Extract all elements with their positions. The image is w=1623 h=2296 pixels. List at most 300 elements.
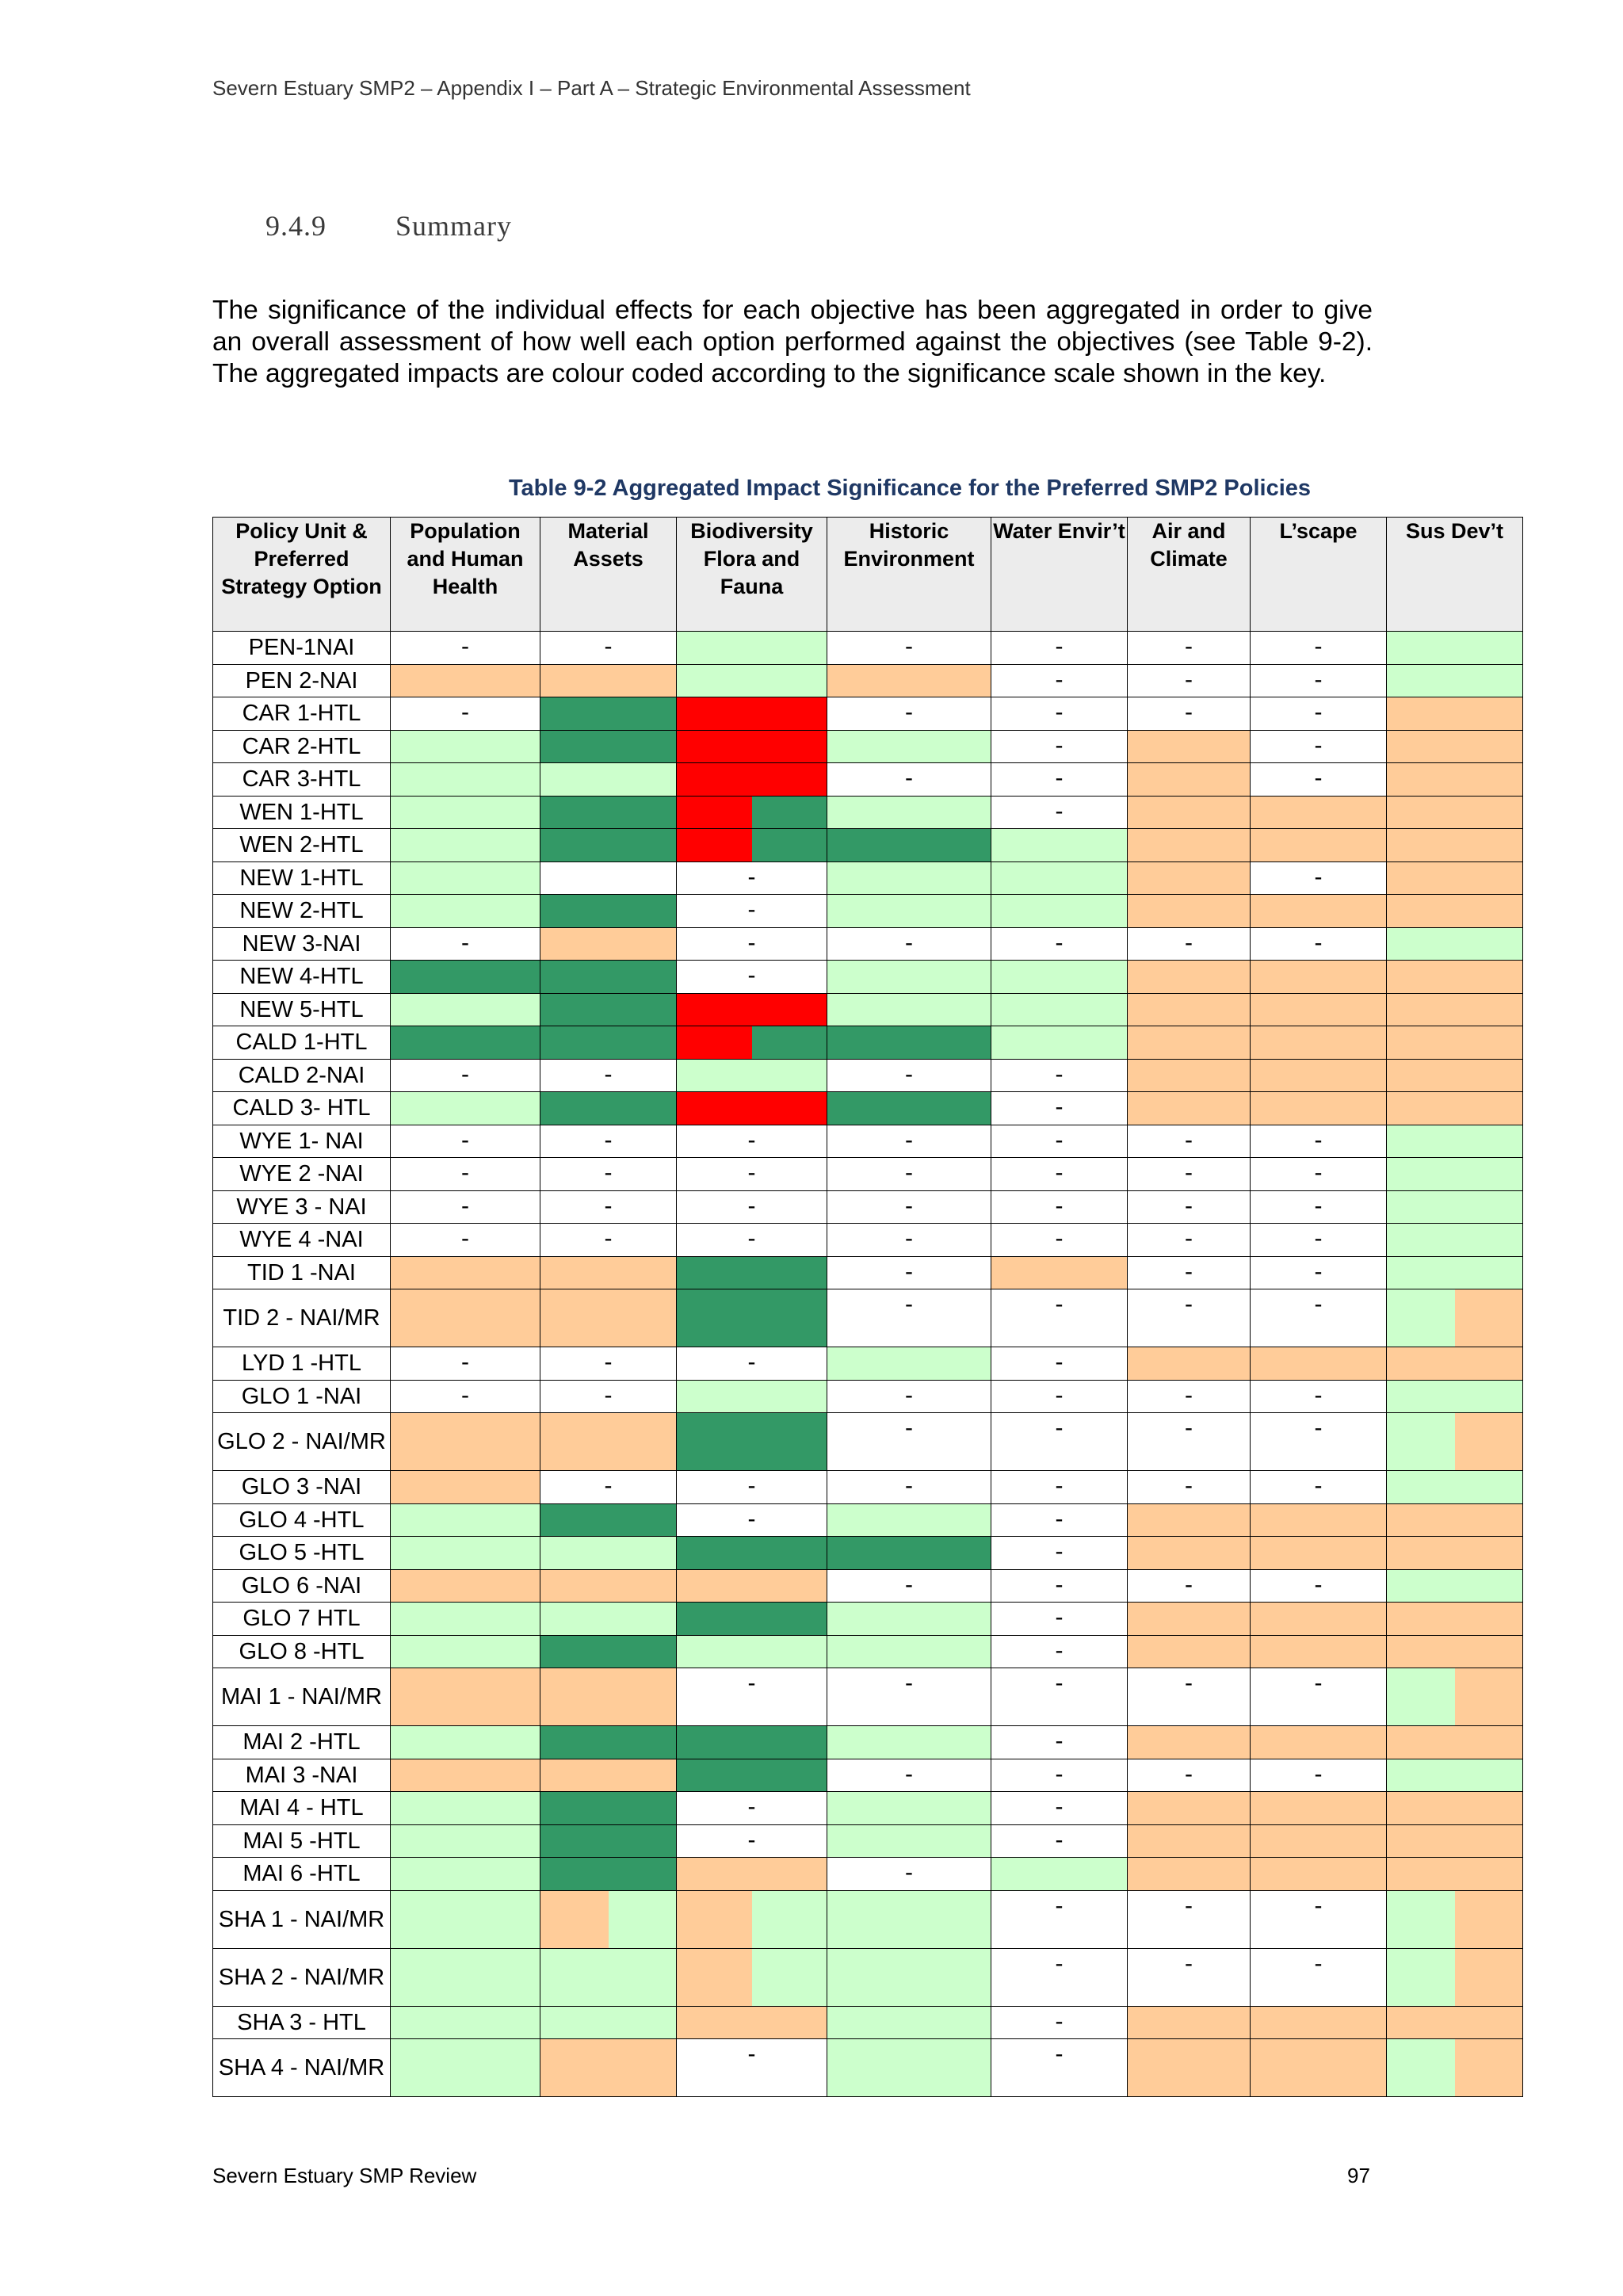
- impact-cell: [391, 1026, 540, 1060]
- impact-color-segment: [991, 994, 1127, 1026]
- no-impact-dash: -: [905, 1159, 913, 1186]
- impact-cell: [540, 1224, 677, 1257]
- impact-cell: [540, 1347, 677, 1381]
- impact-cell: [391, 993, 540, 1026]
- no-impact-dash: -: [1314, 666, 1323, 693]
- impact-color-segment: [677, 1759, 827, 1792]
- table-row: [213, 1125, 1523, 1158]
- impact-color-segment: [677, 1949, 753, 2006]
- impact-color-segment: [991, 895, 1127, 927]
- impact-cell: [1251, 796, 1387, 829]
- no-impact-dash: -: [905, 1415, 913, 1441]
- impact-color-segment: [1387, 763, 1522, 796]
- no-impact-dash: -: [461, 1060, 469, 1087]
- impact-color-segment: [1251, 1726, 1386, 1759]
- impact-cell: [827, 664, 991, 697]
- table-row: [213, 1824, 1523, 1858]
- impact-cell: [391, 632, 540, 665]
- impact-color-segment: [1387, 1858, 1522, 1890]
- no-impact-dash: -: [1055, 797, 1064, 824]
- no-impact-dash: -: [1314, 1225, 1323, 1251]
- table-row: [213, 1759, 1523, 1792]
- impact-color-segment: [1128, 829, 1250, 861]
- impact-color-segment: [1387, 1891, 1456, 1948]
- impact-color-segment: [1387, 1759, 1522, 1792]
- impact-cell: [391, 1537, 540, 1570]
- impact-cell: [540, 895, 677, 928]
- intro-paragraph: The significance of the individual effects for each objective has been aggregated in order to give an overall assessment of how well each option performed against the objectives (see Table 9-2). The aggregated impacts are colour coded according to the significance scale shown in the key.: [212, 296, 1373, 388]
- impact-cell: [1128, 1668, 1251, 1726]
- impact-cell: [540, 1380, 677, 1413]
- impact-cell: [1387, 730, 1523, 763]
- impact-color-segment: [391, 1792, 540, 1824]
- impact-cell: [1251, 993, 1387, 1026]
- impact-cell: [1387, 2006, 1523, 2039]
- no-impact-dash: -: [461, 929, 469, 956]
- impact-cell: [677, 1471, 827, 1504]
- impact-color-segment: [752, 1026, 827, 1059]
- impact-cell: [540, 1759, 677, 1792]
- table-row: [213, 829, 1523, 862]
- impact-cell: [1251, 961, 1387, 994]
- impact-color-segment: [827, 1949, 991, 2006]
- no-impact-dash: -: [905, 1060, 913, 1087]
- impact-cell: [827, 1190, 991, 1224]
- impact-cell: [1128, 2039, 1251, 2097]
- impact-cell: [1251, 895, 1387, 928]
- column-header: Air and Climate: [1128, 518, 1251, 632]
- impact-color-segment: [1455, 1668, 1523, 1725]
- policy-unit-cell: GLO 3 -NAI: [213, 1471, 391, 1504]
- no-impact-dash: -: [1314, 699, 1323, 725]
- no-impact-dash: -: [461, 1192, 469, 1219]
- impact-cell: [1128, 730, 1251, 763]
- impact-color-segment: [827, 1347, 991, 1380]
- impact-color-segment: [540, 1726, 676, 1759]
- impact-cell: [827, 763, 991, 797]
- policy-unit-cell: GLO 2 - NAI/MR: [213, 1413, 391, 1471]
- impact-cell: [540, 1824, 677, 1858]
- impact-color-segment: [540, 1858, 676, 1890]
- policy-unit-cell: CALD 1-HTL: [213, 1026, 391, 1060]
- impact-color-segment: [1251, 2007, 1386, 2039]
- impact-color-segment: [827, 1504, 991, 1537]
- impact-color-segment: [1251, 1792, 1386, 1824]
- impact-color-segment: [1387, 1257, 1522, 1289]
- impact-color-segment: [391, 1537, 540, 1569]
- impact-color-segment: [991, 862, 1127, 895]
- table-row: [213, 895, 1523, 928]
- policy-unit-cell: MAI 6 -HTL: [213, 1858, 391, 1891]
- impact-color-segment: [1387, 1636, 1522, 1668]
- impact-cell: [677, 1059, 827, 1092]
- no-impact-dash: -: [1185, 1381, 1193, 1408]
- impact-cell: [1128, 1890, 1251, 1948]
- impact-color-segment: [1387, 1158, 1522, 1190]
- table-row: [213, 1792, 1523, 1825]
- column-header: Biodiversity Flora and Fauna: [677, 518, 827, 632]
- impact-cell: [677, 2039, 827, 2097]
- impact-cell: [540, 664, 677, 697]
- no-impact-dash: -: [1185, 1760, 1193, 1787]
- impact-cell: [827, 1858, 991, 1891]
- policy-unit-cell: WYE 4 -NAI: [213, 1224, 391, 1257]
- no-impact-dash: -: [461, 1349, 469, 1375]
- impact-color-segment: [1387, 1537, 1522, 1569]
- impact-color-segment: [540, 928, 676, 961]
- impact-cell: [677, 1026, 827, 1060]
- no-impact-dash: -: [1314, 1258, 1323, 1285]
- impact-cell: [1387, 1092, 1523, 1125]
- no-impact-dash: -: [1314, 1892, 1323, 1919]
- impact-color-segment: [540, 895, 676, 927]
- impact-color-segment: [391, 1570, 540, 1603]
- column-header: Population and Human Health: [391, 518, 540, 632]
- impact-cell: [1128, 697, 1251, 731]
- table-row: [213, 697, 1523, 731]
- impact-cell: [1251, 1413, 1387, 1471]
- impact-cell: [677, 763, 827, 797]
- impact-cell: [991, 861, 1128, 895]
- policy-unit-cell: CAR 1-HTL: [213, 697, 391, 731]
- no-impact-dash: -: [1314, 732, 1323, 758]
- impact-cell: [677, 829, 827, 862]
- no-impact-dash: -: [1055, 929, 1064, 956]
- impact-cell: [991, 1569, 1128, 1603]
- impact-cell: [540, 1726, 677, 1759]
- impact-cell: [1251, 632, 1387, 665]
- no-impact-dash: -: [905, 1760, 913, 1787]
- impact-cell: [1387, 796, 1523, 829]
- impact-color-segment: [1455, 1891, 1523, 1948]
- impact-cell: [991, 730, 1128, 763]
- impact-color-segment: [677, 1060, 827, 1092]
- impact-cell: [677, 1603, 827, 1636]
- impact-cell: [1251, 861, 1387, 895]
- no-impact-dash: -: [1314, 1126, 1323, 1153]
- impact-cell: [827, 895, 991, 928]
- no-impact-dash: -: [1055, 2041, 1064, 2067]
- impact-cell: [991, 895, 1128, 928]
- impact-cell: [391, 730, 540, 763]
- impact-cell: [1128, 1224, 1251, 1257]
- no-impact-dash: -: [1185, 1126, 1193, 1153]
- impact-cell: [391, 961, 540, 994]
- impact-cell: [391, 829, 540, 862]
- impact-color-segment: [1251, 829, 1386, 861]
- no-impact-dash: -: [747, 863, 756, 890]
- impact-cell: [1128, 763, 1251, 797]
- policy-unit-cell: TID 2 - NAI/MR: [213, 1289, 391, 1347]
- no-impact-dash: -: [905, 1473, 913, 1499]
- impact-color-segment: [1128, 1504, 1250, 1537]
- impact-cell: [991, 1537, 1128, 1570]
- no-impact-dash: -: [1055, 1094, 1064, 1120]
- impact-cell: [827, 1380, 991, 1413]
- impact-color-segment: [1387, 1726, 1522, 1759]
- section-title: Summary: [395, 210, 512, 242]
- impact-color-segment: [391, 2007, 540, 2039]
- impact-color-segment: [827, 895, 991, 927]
- impact-cell: [1128, 1059, 1251, 1092]
- impact-cell: [1251, 697, 1387, 731]
- no-impact-dash: -: [1314, 929, 1323, 956]
- impact-cell: [677, 730, 827, 763]
- impact-color-segment: [1387, 665, 1522, 697]
- impact-cell: [991, 796, 1128, 829]
- impact-cell: [1387, 1668, 1523, 1726]
- impact-cell: [1251, 1890, 1387, 1948]
- no-impact-dash: -: [747, 929, 756, 956]
- impact-color-segment: [827, 1825, 991, 1858]
- impact-color-segment: [391, 1759, 540, 1792]
- impact-color-segment: [991, 961, 1127, 993]
- impact-cell: [827, 796, 991, 829]
- impact-cell: [1128, 664, 1251, 697]
- impact-cell: [1251, 1224, 1387, 1257]
- impact-cell: [391, 1256, 540, 1289]
- table-caption: Table 9-2 Aggregated Impact Significance for the Preferred SMP2 Policies: [508, 476, 1312, 501]
- no-impact-dash: -: [604, 1159, 613, 1186]
- impact-color-segment: [677, 1537, 827, 1569]
- impact-cell: [991, 1471, 1128, 1504]
- impact-cell: [677, 895, 827, 928]
- impact-cell: [1387, 1858, 1523, 1891]
- table-row: [213, 1890, 1523, 1948]
- impact-color-segment: [827, 1792, 991, 1824]
- table-row: [213, 1380, 1523, 1413]
- impact-color-segment: [827, 1026, 991, 1059]
- impact-color-segment: [677, 1381, 827, 1413]
- no-impact-dash: -: [1185, 1571, 1193, 1598]
- policy-unit-cell: CALD 3- HTL: [213, 1092, 391, 1125]
- impact-cell: [677, 1726, 827, 1759]
- no-impact-dash: -: [1055, 1505, 1064, 1532]
- policy-unit-cell: WEN 1-HTL: [213, 796, 391, 829]
- policy-unit-cell: GLO 7 HTL: [213, 1603, 391, 1636]
- impact-color-segment: [1455, 1949, 1523, 2006]
- impact-cell: [540, 1603, 677, 1636]
- impact-cell: [1387, 664, 1523, 697]
- no-impact-dash: -: [905, 1225, 913, 1251]
- impact-cell: [827, 1759, 991, 1792]
- policy-unit-cell: MAI 2 -HTL: [213, 1726, 391, 1759]
- impact-cell: [1387, 1569, 1523, 1603]
- impact-color-segment: [752, 1891, 827, 1948]
- impact-color-segment: [1387, 697, 1522, 730]
- table-row: [213, 632, 1523, 665]
- page-number: 97: [1347, 2164, 1370, 2187]
- table-row: [213, 1503, 1523, 1537]
- no-impact-dash: -: [905, 1571, 913, 1598]
- impact-color-segment: [540, 1570, 676, 1603]
- impact-color-segment: [677, 1570, 827, 1603]
- impact-cell: [677, 632, 827, 665]
- impact-color-segment: [540, 1668, 676, 1725]
- impact-cell: [827, 1471, 991, 1504]
- table-row: [213, 1948, 1523, 2006]
- impact-color-segment: [827, 1537, 991, 1569]
- table-row: [213, 664, 1523, 697]
- impact-cell: [540, 1471, 677, 1504]
- impact-cell: [1387, 1347, 1523, 1381]
- impact-color-segment: [677, 829, 753, 861]
- impact-color-segment: [391, 1668, 540, 1725]
- impact-cell: [677, 1380, 827, 1413]
- impact-cell: [540, 1858, 677, 1891]
- impact-cell: [391, 1190, 540, 1224]
- impact-cell: [1251, 1726, 1387, 1759]
- impact-cell: [1387, 1224, 1523, 1257]
- no-impact-dash: -: [1055, 732, 1064, 758]
- impact-cell: [391, 2006, 540, 2039]
- policy-unit-cell: SHA 2 - NAI/MR: [213, 1948, 391, 2006]
- impact-cell: [677, 1759, 827, 1792]
- impact-cell: [391, 1289, 540, 1347]
- impact-color-segment: [1128, 1792, 1250, 1824]
- table-row: [213, 1059, 1523, 1092]
- impact-cell: [1128, 1948, 1251, 2006]
- table-header-row: [213, 518, 1523, 632]
- impact-cell: [1251, 1380, 1387, 1413]
- no-impact-dash: -: [1055, 1159, 1064, 1186]
- impact-color-segment: [1387, 1471, 1522, 1503]
- no-impact-dash: -: [1314, 1670, 1323, 1696]
- impact-color-segment: [391, 1949, 540, 2006]
- impact-color-segment: [391, 862, 540, 895]
- no-impact-dash: -: [1314, 863, 1323, 890]
- no-impact-dash: -: [747, 962, 756, 988]
- impact-cell: [1387, 1026, 1523, 1060]
- impact-cell: [540, 861, 677, 895]
- impact-color-segment: [391, 1726, 540, 1759]
- table-row: [213, 861, 1523, 895]
- impact-color-segment: [1128, 797, 1250, 829]
- impact-color-segment: [1251, 1537, 1386, 1569]
- impact-color-segment: [827, 2007, 991, 2039]
- impact-cell: [1387, 697, 1523, 731]
- no-impact-dash: -: [905, 929, 913, 956]
- impact-color-segment: [677, 1636, 827, 1668]
- impact-color-segment: [991, 1026, 1127, 1059]
- impact-cell: [391, 1890, 540, 1948]
- impact-cell: [540, 1125, 677, 1158]
- policy-unit-cell: NEW 4-HTL: [213, 961, 391, 994]
- impact-cell: [1387, 927, 1523, 961]
- no-impact-dash: -: [747, 1225, 756, 1251]
- column-header: Sus Dev’t: [1387, 518, 1523, 632]
- impact-cell: [827, 961, 991, 994]
- impact-cell: [827, 697, 991, 731]
- impact-cell: [540, 1792, 677, 1825]
- impact-cell: [1251, 1289, 1387, 1347]
- impact-cell: [1251, 1569, 1387, 1603]
- section-number: 9.4.9: [265, 210, 327, 242]
- impact-color-segment: [752, 1949, 827, 2006]
- impact-cell: [991, 632, 1128, 665]
- impact-cell: [1387, 632, 1523, 665]
- impact-cell: [391, 1635, 540, 1668]
- impact-cell: [1128, 1537, 1251, 1570]
- table-row: [213, 1289, 1523, 1347]
- policy-unit-cell: NEW 3-NAI: [213, 927, 391, 961]
- impact-color-segment: [391, 731, 540, 763]
- impact-color-segment: [827, 994, 991, 1026]
- impact-cell: [391, 1824, 540, 1858]
- impact-color-segment: [391, 961, 540, 993]
- impact-cell: [1251, 2006, 1387, 2039]
- table-row: [213, 1635, 1523, 1668]
- impact-color-segment: [609, 1891, 677, 1948]
- impact-color-segment: [540, 862, 676, 895]
- policy-unit-cell: MAI 3 -NAI: [213, 1759, 391, 1792]
- impact-cell: [1251, 664, 1387, 697]
- impact-cell: [1251, 1471, 1387, 1504]
- table-row: [213, 1224, 1523, 1257]
- impact-cell: [677, 1125, 827, 1158]
- impact-color-segment: [1387, 1825, 1522, 1858]
- impact-cell: [1387, 1256, 1523, 1289]
- impact-cell: [540, 1256, 677, 1289]
- impact-cell: [827, 1026, 991, 1060]
- policy-unit-cell: CAR 3-HTL: [213, 763, 391, 797]
- impact-color-segment: [677, 665, 827, 697]
- impact-cell: [677, 1668, 827, 1726]
- impact-color-segment: [1387, 1092, 1522, 1125]
- impact-cell: [991, 1792, 1128, 1825]
- impact-color-segment: [1128, 731, 1250, 763]
- impact-color-segment: [1387, 1603, 1522, 1635]
- impact-cell: [391, 895, 540, 928]
- impact-cell: [1387, 861, 1523, 895]
- impact-cell: [540, 1289, 677, 1347]
- impact-color-segment: [1128, 961, 1250, 993]
- impact-cell: [827, 1059, 991, 1092]
- no-impact-dash: -: [604, 1225, 613, 1251]
- no-impact-dash: -: [1055, 1826, 1064, 1853]
- table-row: [213, 1026, 1523, 1060]
- impact-color-segment: [827, 1603, 991, 1635]
- impact-cell: [677, 1413, 827, 1471]
- no-impact-dash: -: [1314, 1950, 1323, 1977]
- impact-color-segment: [677, 1858, 827, 1890]
- impact-color-segment: [540, 665, 676, 697]
- table-row: [213, 1092, 1523, 1125]
- impact-cell: [540, 1569, 677, 1603]
- impact-cell: [1251, 1792, 1387, 1825]
- impact-color-segment: [1128, 1825, 1250, 1858]
- impact-color-segment: [991, 1257, 1127, 1289]
- no-impact-dash: -: [461, 633, 469, 659]
- no-impact-dash: -: [1055, 1794, 1064, 1820]
- no-impact-dash: -: [1185, 1192, 1193, 1219]
- impact-cell: [540, 927, 677, 961]
- column-header: Historic Environment: [827, 518, 991, 632]
- no-impact-dash: -: [1055, 1538, 1064, 1564]
- impact-color-segment: [991, 829, 1127, 861]
- impact-color-segment: [1387, 1949, 1456, 2006]
- impact-color-segment: [1387, 1191, 1522, 1224]
- no-impact-dash: -: [1314, 1571, 1323, 1598]
- impact-cell: [1387, 1603, 1523, 1636]
- impact-cell: [991, 1289, 1128, 1347]
- impact-cell: [1128, 1289, 1251, 1347]
- impact-cell: [1251, 1537, 1387, 1570]
- no-impact-dash: -: [1055, 699, 1064, 725]
- impact-color-segment: [391, 1504, 540, 1537]
- impact-color-segment: [827, 1092, 991, 1125]
- impact-significance-table: [212, 517, 1523, 2097]
